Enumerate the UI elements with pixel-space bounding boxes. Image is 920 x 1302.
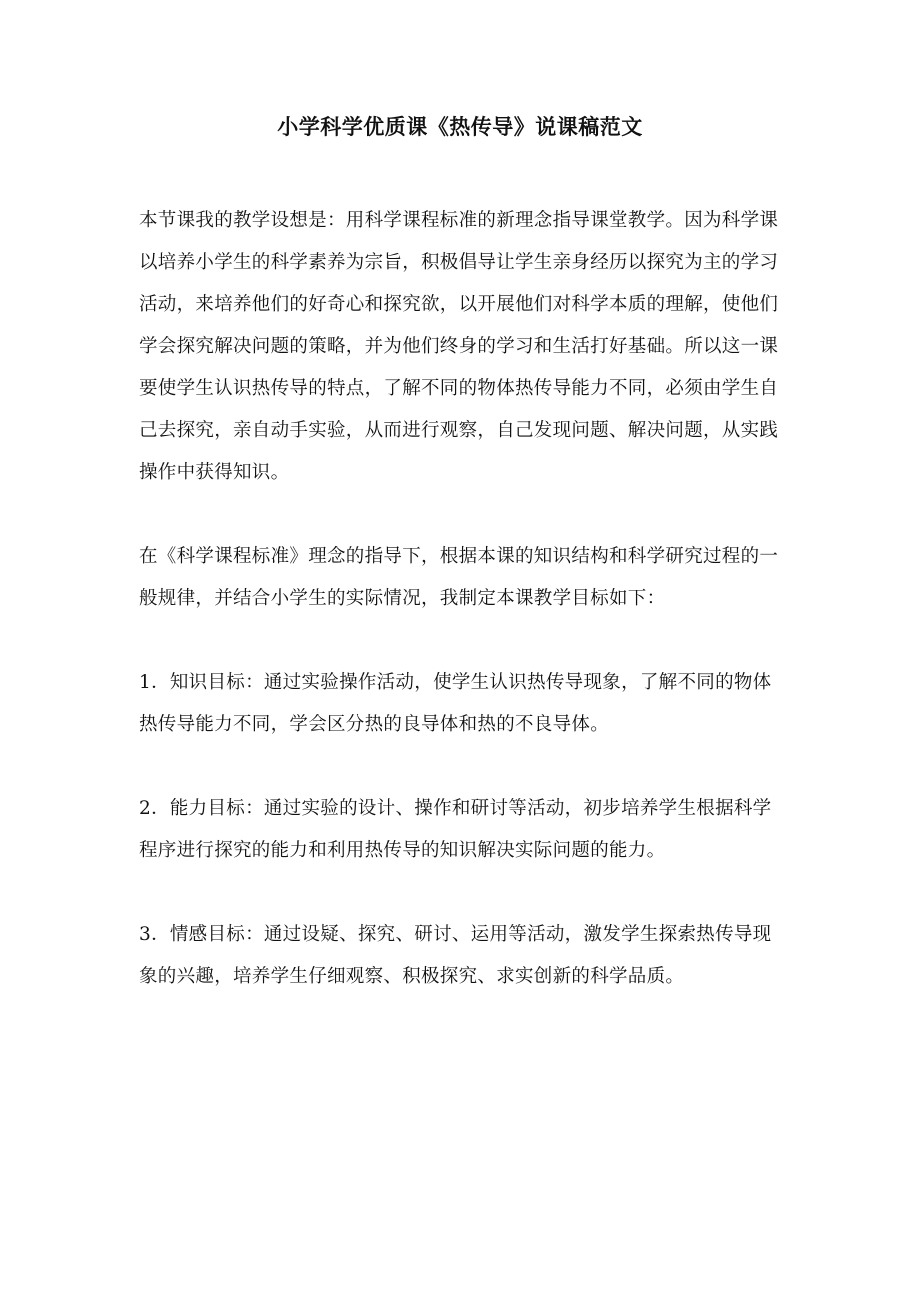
document-body: [139, 200, 789, 998]
document-title: 小学科学优质课《热传导》说课稿范文: [277, 114, 643, 139]
paragraph-ability-objective: 2．能力目标：通过实验的设计、操作和研讨等活动，初步培养学生根据科学程序进行探究的能力和利用热传导的知识解决实际问题的能力。: [139, 798, 772, 861]
paragraph-emotional-objective: 3．情感目标：通过设疑、探究、研讨、运用等活动，激发学生探索热传导现象的兴趣，培养学生仔细观察、积极探究、求实创新的科学品质。: [139, 924, 772, 987]
paragraph-objectives-intro: 在《科学课程标准》理念的指导下，根据本课的知识结构和科学研究过程的一般规律，并结合小学生的实际情况，我制定本课教学目标如下：: [139, 546, 779, 609]
paragraph-teaching-concept: 本节课我的教学设想是：用科学课程标准的新理念指导课堂教学。因为科学课以培养小学生的科学素养为宗旨，积极倡导让学生亲身经历以探究为主的学习活动，来培养他们的好奇心和探究欲，以开展他们对科学本质的理解，使他们学会探究解决问题的策略，并为他们终身的学习和生活打好基础。所以这一课要使学生认识热传导的特点，了解不同的物体热传导能力不同，必须由学生自己去探究，亲自动手实验，从而进行观察，自己发现问题、解决问题，从实践操作中获得知识。: [139, 210, 779, 483]
paragraph-knowledge-objective: 1．知识目标：通过实验操作活动，使学生认识热传导现象，了解不同的物体热传导能力不同，学会区分热的良导体和热的不良导体。: [139, 672, 772, 735]
